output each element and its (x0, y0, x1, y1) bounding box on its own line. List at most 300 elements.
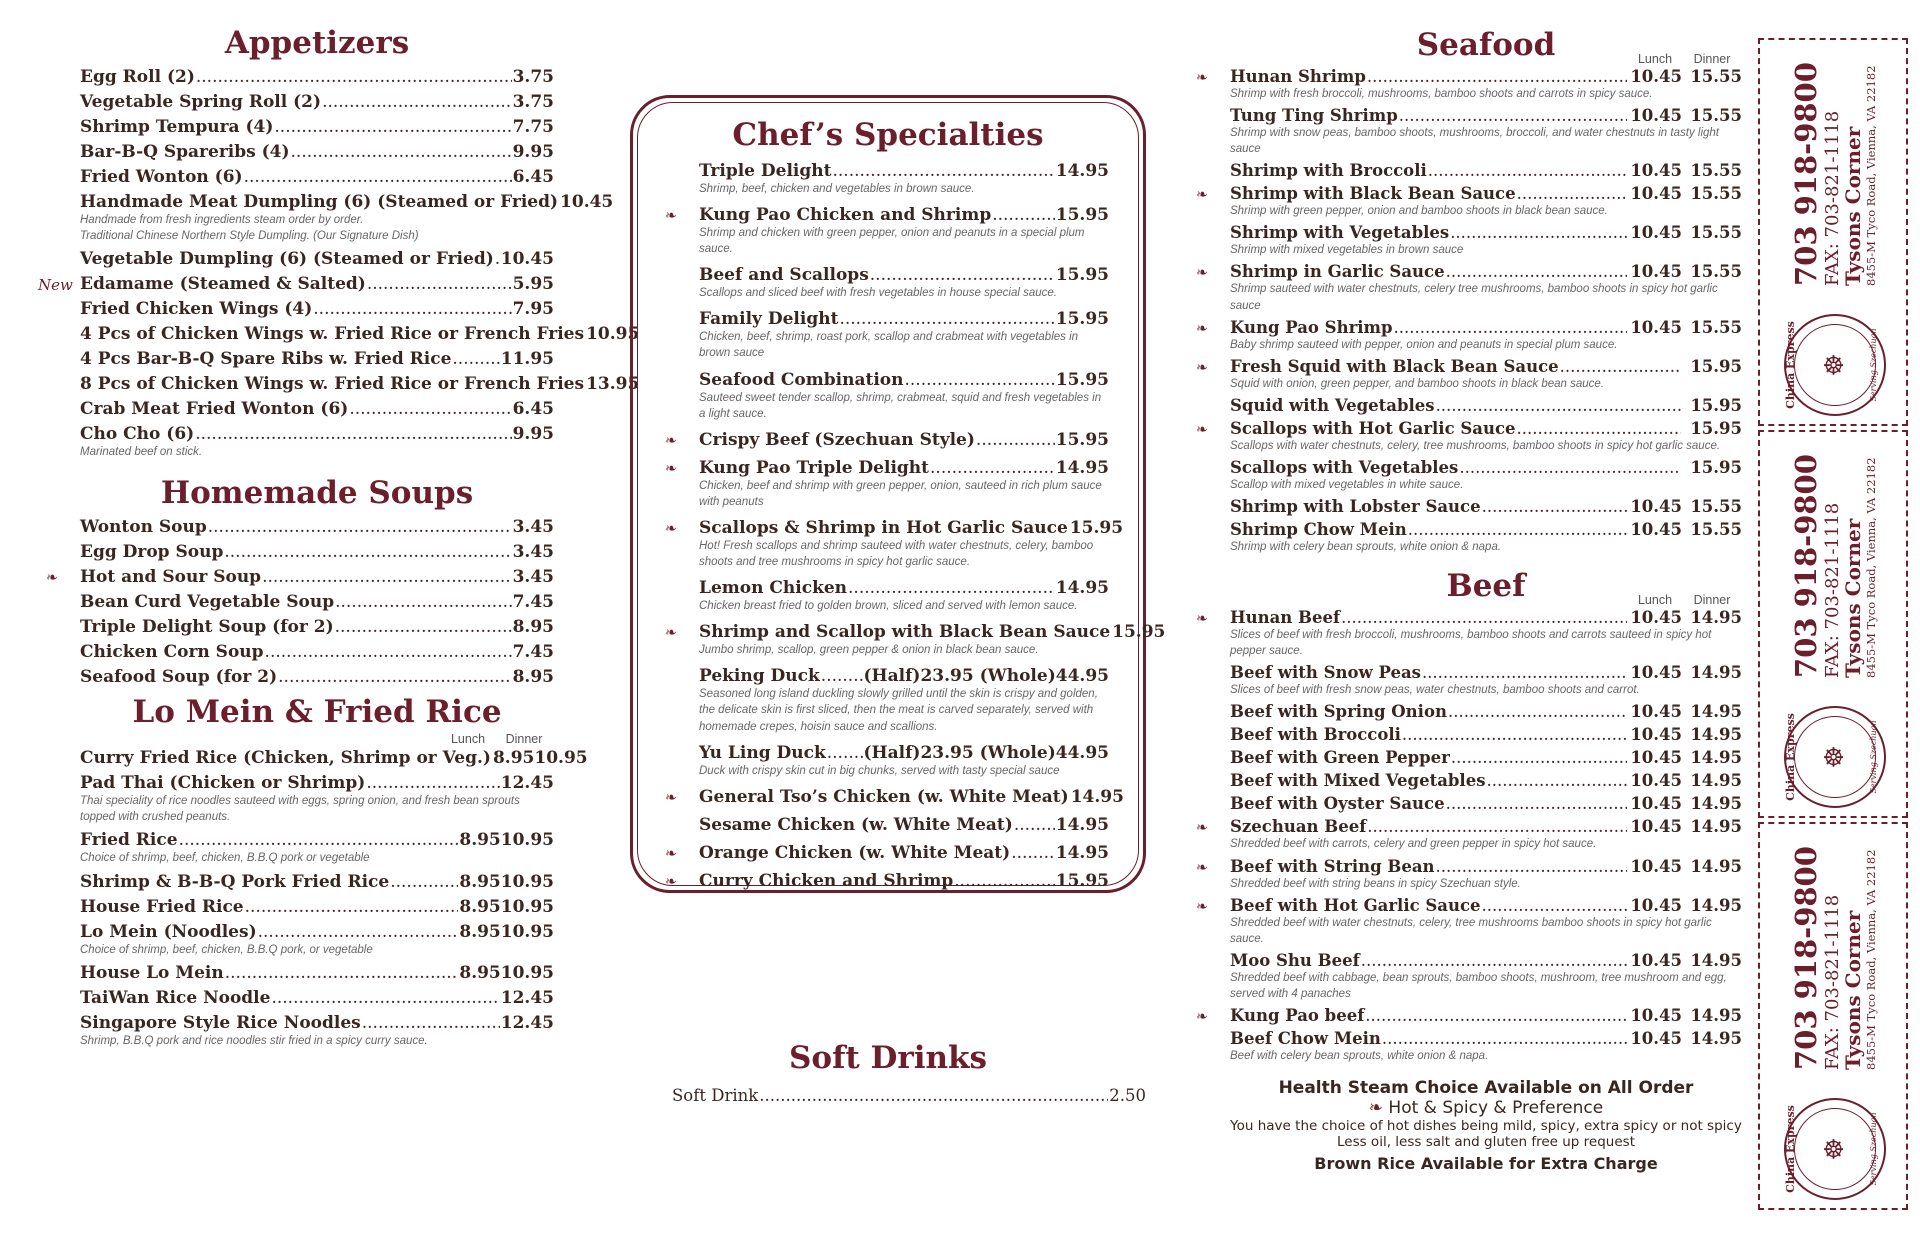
menu-item (1230, 702, 1742, 721)
note-brown-rice: Brown Rice Available for Extra Charge (1314, 1154, 1658, 1174)
item-description: Chicken breast fried to golden brown, sliced and served with lemon sauce. (699, 600, 1078, 613)
dot-leader (335, 592, 512, 612)
menu-item-row (80, 872, 554, 892)
item-description: Shrimp with snow peas, bamboo shoots, mushrooms, broccoli, and water chestnuts in tasty light sauce (1230, 127, 1719, 156)
dinner-price: 12.45 (500, 773, 554, 794)
dot-leader (1399, 106, 1627, 125)
menu-item-row (1230, 725, 1742, 744)
menu-item-row (80, 642, 554, 662)
menu-item (80, 748, 588, 769)
item-name: Lo Mein (Noodles) (80, 921, 257, 942)
coupon-content (1760, 40, 1910, 428)
item-description: Hot! Fresh scallops and shrimp sauteed with water chestnuts, celery, bamboo shoots and tree mushrooms in spicy hot garlic sauce. (699, 539, 1094, 569)
item-name: General Tso’s Chicken (w. White Meat) (699, 786, 1069, 807)
item-name: Cho Cho (6) (80, 424, 195, 445)
item-name: Edamame (Steamed & Salted) (80, 274, 366, 295)
menu-item-row (80, 324, 640, 345)
item-price: 7.95 (512, 299, 554, 320)
dinner-price: 15.55 (1690, 106, 1742, 126)
menu-item (672, 1086, 1146, 1105)
logo-tagline: Serving Szechuan (1869, 1112, 1878, 1186)
menu-item (699, 309, 1109, 361)
dinner-price: 15.55 (1690, 161, 1742, 181)
item-name: Kung Pao Shrimp (1230, 317, 1393, 337)
menu-item (80, 830, 554, 866)
dinner-price: 14.95 (1690, 1005, 1742, 1025)
menu-item-row (80, 592, 554, 612)
coupon-text (1788, 454, 1879, 678)
dinner-price: 10.95 (500, 830, 554, 851)
item-name: Curry Chicken and Shrimp (699, 870, 954, 891)
menu-item-row (699, 815, 1109, 835)
coupon-content (1760, 824, 1910, 1212)
lunch-price: 10.45 (1630, 106, 1682, 126)
soft-drinks-section (630, 1040, 1146, 1113)
menu-item (699, 743, 1109, 779)
dot-leader (905, 370, 1055, 390)
dot-leader (1361, 951, 1627, 970)
dinner-price: 15.55 (1690, 184, 1742, 204)
lunch-price: 10.45 (1630, 817, 1682, 837)
restaurant-logo (1784, 1098, 1886, 1200)
dinner-label: Dinner (1693, 593, 1731, 608)
dot-leader (1011, 843, 1055, 863)
dot-leader (495, 249, 500, 269)
menu-item (80, 963, 554, 983)
menu-item-row (1230, 748, 1742, 767)
dinner-price: 14.95 (1690, 702, 1742, 722)
menu-item-row (1230, 419, 1742, 438)
coupon-content (1760, 432, 1910, 820)
chili-pepper-icon: ❧ (1196, 359, 1208, 376)
item-price: 15.95 (1055, 309, 1109, 330)
phone-number[interactable]: 703 918-9800 (1788, 62, 1823, 286)
chili-pepper-icon: ❧ (665, 845, 677, 862)
item-price: 15.95 (1055, 265, 1109, 286)
menu-item-row (1230, 951, 1742, 970)
menu-item (1230, 1029, 1742, 1064)
menu-item (1196, 317, 1742, 353)
lunch-price: 10.45 (1630, 1028, 1682, 1048)
fax-number: FAX: 703-821-1118 (1821, 894, 1843, 1070)
dragon-icon: ☸ (1820, 1137, 1850, 1161)
logo-brand: China Express (1784, 321, 1797, 409)
dot-leader (1365, 1006, 1627, 1025)
dinner-price: 14.95 (1690, 725, 1742, 745)
lunch-price: 10.45 (1630, 702, 1682, 722)
location-name: Tysons Corner (1841, 518, 1866, 678)
lunch-label: Lunch (450, 732, 486, 747)
dot-leader (870, 265, 1055, 285)
dot-leader (992, 205, 1055, 225)
menu-item-row (699, 517, 1124, 538)
menu-item-row (80, 92, 554, 112)
menu-item-row (1230, 318, 1742, 337)
menu-item (1230, 223, 1742, 258)
item-description: Shredded beef with string beans in spicy Szechuan style. (1230, 877, 1521, 890)
dot-leader (195, 424, 511, 444)
menu-item-row (1230, 663, 1742, 682)
item-price: 15.95 (1055, 205, 1109, 226)
item-name: Moo Shu Beef (1230, 950, 1360, 970)
fax-number: FAX: 703-821-1118 (1821, 502, 1843, 678)
dot-leader (1560, 357, 1681, 376)
lunch-price: 10.45 (1630, 223, 1682, 243)
item-name: Shrimp Tempura (4) (80, 117, 274, 137)
note-spicy-text: Hot & Spicy & Preference (1388, 1098, 1604, 1119)
item-name: TaiWan Rice Noodle (80, 987, 271, 1008)
menu-item-row (1230, 357, 1742, 376)
menu-item-row (80, 773, 554, 793)
menu-item (80, 922, 554, 958)
menu-item (1230, 396, 1742, 415)
item-name: Beef with Mixed Vegetables (1230, 771, 1486, 791)
menu-item-row (1230, 857, 1742, 876)
menu-item-row (699, 205, 1109, 225)
dot-leader (1428, 161, 1627, 180)
dot-leader (278, 667, 511, 687)
menu-item-row (80, 374, 640, 395)
item-name: Beef with Hot Garlic Sauce (1230, 895, 1481, 915)
menu-item (80, 167, 554, 187)
menu-item (1196, 856, 1742, 892)
chili-pepper-icon: ❧ (1196, 320, 1208, 337)
item-name: Hunan Beef (1230, 608, 1341, 628)
item-price: 14.95 (1055, 161, 1109, 181)
dot-leader (1487, 771, 1628, 790)
chili-pepper-icon: ❧ (46, 570, 58, 587)
chili-pepper-icon: ❧ (1196, 421, 1208, 438)
menu-item-row (80, 988, 554, 1008)
restaurant-logo (1784, 314, 1886, 416)
coupon-3 (1758, 822, 1908, 1210)
item-description: Traditional Chinese Northern Style Dumpling. (Our Signature Dish) (80, 230, 419, 243)
dot-leader (1394, 318, 1627, 337)
note-choice: You have the choice of hot dishes being mild, spicy, extra spicy or not spicy (1230, 1118, 1742, 1135)
menu-item-row (80, 963, 554, 983)
menu-item (80, 773, 554, 825)
coupon-text (1788, 62, 1879, 286)
item-name: Beef with Spring Onion (1230, 702, 1447, 722)
dinner-price: 15.55 (1690, 262, 1742, 282)
dot-leader (1341, 608, 1627, 627)
dot-leader (271, 988, 499, 1008)
menu-item-row (80, 299, 554, 319)
item-name: Chicken Corn Soup (80, 642, 264, 663)
address: 8455-M Tyco Road, Vienna, VA 22182 (1864, 849, 1879, 1070)
item-name: Scallops with Hot Garlic Sauce (1230, 418, 1516, 438)
phone-number[interactable]: 703 918-9800 (1788, 846, 1823, 1070)
menu-item-row (1230, 106, 1742, 125)
chili-pepper-icon: ❧ (1196, 859, 1208, 876)
chili-pepper-icon: ❧ (1196, 820, 1208, 837)
menu-item (80, 67, 554, 87)
menu-item (46, 567, 554, 588)
note-steam: Health Steam Choice Available on All Order (1278, 1078, 1694, 1099)
item-name: Beef Chow Mein (1230, 1028, 1381, 1048)
item-price: 9.95 (512, 142, 554, 162)
lunch-price: 8.95 (459, 896, 501, 917)
dot-leader (1422, 663, 1627, 682)
menu-item-row (1230, 262, 1742, 281)
item-name: Shrimp with Vegetables (1230, 223, 1450, 243)
item-price: 3.45 (512, 517, 554, 538)
dot-leader (1448, 702, 1627, 721)
item-name: Crispy Beef (Szechuan Style) (699, 429, 975, 450)
dinner-price: 14.95 (1690, 1028, 1742, 1048)
dot-leader (1459, 458, 1681, 477)
section-title-beef: Beef (1446, 568, 1526, 605)
menu-item-row (1230, 458, 1742, 477)
menu-item (80, 988, 554, 1008)
menu-item-row (1230, 702, 1742, 721)
menu-item (80, 299, 554, 319)
menu-item (80, 1013, 554, 1049)
chili-pepper-icon: ❧ (1196, 898, 1208, 915)
lunch-price: 8.95 (459, 830, 501, 851)
lunch-price: 10.45 (1630, 1005, 1682, 1025)
coupon-text (1788, 846, 1879, 1070)
dot-leader (258, 922, 459, 942)
menu-item-row (699, 370, 1109, 390)
dot-leader (1402, 725, 1627, 744)
item-description: Chicken, beef, shrimp, roast pork, scallop and crabmeat with vegetables in brown sauce (699, 331, 1079, 360)
dot-leader (225, 963, 459, 983)
dot-leader (262, 567, 512, 587)
dot-leader (1367, 817, 1627, 836)
logo-tagline: Serving Szechuan (1869, 720, 1878, 794)
item-description: Shrimp with mixed vegetables in brown sauce (1230, 244, 1464, 257)
menu-item-row (80, 567, 554, 587)
dot-leader (1517, 419, 1681, 438)
dinner-price: 14.95 (1690, 663, 1742, 683)
menu-item-row (1230, 608, 1742, 627)
item-price: 9.95 (512, 424, 554, 445)
dinner-price: 15.55 (1690, 520, 1742, 540)
chili-pepper-icon: ❧ (1196, 1008, 1208, 1025)
menu-item (80, 374, 640, 395)
item-name: Scallops & Shrimp in Hot Garlic Sauce (699, 517, 1068, 538)
item-name: Soft Drink (672, 1086, 759, 1105)
dinner-price: 10.95 (500, 962, 554, 983)
item-price: 14.95 (1055, 842, 1109, 863)
menu-item (1230, 771, 1742, 790)
item-name: Peking Duck (699, 666, 820, 687)
item-description: Shredded beef with cabbage, bean sprouts, bamboo shoots, mushroom, tree mushroom and egg, served with 4 panaches (1230, 971, 1727, 1000)
menu-item (1230, 725, 1742, 744)
item-name: Shrimp with Lobster Sauce (1230, 497, 1481, 517)
dot-leader (1408, 520, 1627, 539)
menu-item (80, 517, 554, 537)
drinks-list (630, 1086, 1146, 1105)
lunch-price: 8.95 (459, 962, 501, 983)
dinner-price: 15.55 (1690, 223, 1742, 243)
item-description: Choice of shrimp, beef, chicken, B.B.Q pork or vegetable (80, 852, 370, 865)
menu-item (1230, 951, 1742, 1002)
item-name: Vegetable Spring Roll (2) (80, 92, 322, 112)
item-price: 3.45 (512, 542, 554, 563)
menu-item-row (699, 666, 1109, 686)
address: 8455-M Tyco Road, Vienna, VA 22182 (1864, 457, 1879, 678)
dinner-price: 15.95 (1690, 395, 1742, 415)
item-name: Shrimp in Garlic Sauce (1230, 262, 1445, 282)
item-name: Tung Ting Shrimp (1230, 106, 1398, 126)
item-name: Curry Fried Rice (Chicken, Shrimp or Veg.) (80, 748, 491, 769)
lunch-price: 10.45 (1630, 771, 1682, 791)
coupon-1 (1758, 38, 1908, 426)
lunch-price: 10.45 (1630, 184, 1682, 204)
chili-pepper-icon: ❧ (1368, 1098, 1383, 1119)
section-title-lomein: Lo Mein & Fried Rice (132, 694, 502, 731)
lunch-price: 10.45 (1630, 520, 1682, 540)
menu-item (1230, 748, 1742, 767)
item-price: 2.50 (1109, 1086, 1146, 1105)
item-price: 14.95 (1055, 578, 1109, 599)
item-price: 13.95 (586, 374, 640, 395)
item-name: Triple Delight Soup (for 2) (80, 617, 334, 638)
menu-item (699, 161, 1109, 197)
item-description: Scallop with mixed vegetables in white sauce. (1230, 478, 1464, 491)
dinner-price: 15.95 (1690, 457, 1742, 477)
phone-number[interactable]: 703 918-9800 (1788, 454, 1823, 678)
menu-item (1196, 895, 1742, 947)
item-name: Beef with Snow Peas (1230, 663, 1421, 683)
menu-item (80, 642, 554, 662)
menu-item-row (1230, 184, 1742, 203)
menu-item-row (80, 424, 554, 444)
item-description: Duck with crispy skin cut in big chunks, served with tasty special sauce (699, 764, 1060, 777)
location-name: Tysons Corner (1841, 910, 1866, 1070)
chefs-specialties-box (630, 95, 1166, 893)
dot-leader (265, 642, 512, 662)
item-name: Seafood Soup (for 2) (80, 667, 278, 688)
note-oil: Less oil, less salt and gluten free up request (1336, 1134, 1635, 1151)
item-name: Hunan Shrimp (1230, 67, 1366, 86)
item-price: 6.45 (512, 399, 554, 420)
item-description: Scallops and sliced beef with fresh vegetables in house special sauce. (699, 287, 1057, 300)
dot-leader (1451, 748, 1627, 767)
dot-leader (832, 161, 1054, 181)
new-badge: New (38, 276, 73, 295)
item-name: Shrimp with Broccoli (1230, 161, 1427, 181)
item-name: House Fried Rice (80, 896, 244, 917)
dot-leader (954, 871, 1054, 891)
chili-pepper-icon: ❧ (665, 460, 677, 477)
menu-item-row (1230, 161, 1742, 180)
item-price: 15.95 (1055, 870, 1109, 891)
menu-item-row (80, 617, 554, 637)
dinner-price: 10.95 (534, 748, 588, 769)
item-price: 15.95 (1055, 429, 1109, 450)
menu-item-row (80, 667, 554, 687)
menu-item (665, 786, 1124, 807)
dragon-icon: ☸ (1820, 353, 1850, 377)
dot-leader (291, 142, 512, 162)
menu-item (38, 274, 554, 295)
menu-item-row (1230, 520, 1742, 539)
lunch-price: 10.45 (1630, 794, 1682, 814)
item-name: Pad Thai (Chicken or Shrimp) (80, 773, 366, 794)
section-title-drinks: Soft Drinks (789, 1040, 987, 1076)
lunch-price: 10.45 (1630, 67, 1682, 86)
dinner-price: 14.95 (1690, 950, 1742, 970)
menu-item-row (1230, 67, 1742, 86)
item-name: Family Delight (699, 309, 839, 330)
item-name: House Lo Mein (80, 962, 224, 983)
menu-item-row (80, 167, 554, 187)
menu-item-row (699, 430, 1109, 450)
menu-item-row (699, 843, 1109, 863)
item-name: Shrimp Chow Mein (1230, 520, 1407, 540)
menu-item (80, 667, 554, 687)
logo-brand: China Express (1784, 1105, 1797, 1193)
item-name: Fried Rice (80, 830, 178, 851)
menu-item-row (699, 622, 1166, 643)
chili-pepper-icon: ❧ (665, 873, 677, 890)
dot-leader (1436, 396, 1681, 415)
menu-item (80, 117, 554, 137)
menu-item-row (1230, 223, 1742, 242)
item-description: Shrimp sauteed with water chestnuts, celery tree mushrooms, bamboo shoots in spicy hot garlic sauce (1230, 283, 1718, 312)
item-description: Squid with onion, green pepper, and bamboo shoots in black bean sauce. (1230, 377, 1605, 390)
item-name: Fried Wonton (6) (80, 167, 243, 187)
restaurant-logo (1784, 706, 1886, 808)
item-description: Shrimp with celery bean sprouts, white onion & napa. (1230, 541, 1502, 554)
menu-item (699, 666, 1109, 734)
seafood-list (1196, 67, 1742, 555)
menu-item-row (699, 871, 1109, 891)
lunch-price: 10.45 (1630, 725, 1682, 745)
section-title-appetizers: Appetizers (224, 25, 410, 61)
menu-item (665, 205, 1109, 257)
menu-item-row (699, 309, 1109, 329)
dot-leader (367, 274, 512, 294)
item-name: Orange Chicken (w. White Meat) (699, 842, 1011, 863)
item-name: Squid with Vegetables (1230, 395, 1435, 415)
note-spicy (1230, 1098, 1742, 1118)
menu-item (665, 622, 1166, 658)
dot-leader (1367, 67, 1627, 86)
menu-item (1230, 663, 1742, 698)
item-name: 4 Pcs Bar-B-Q Spare Ribs w. Fried Rice (80, 349, 452, 370)
menu-item (1230, 520, 1742, 555)
menu-item-row (1230, 1029, 1742, 1048)
dot-leader (1450, 223, 1627, 242)
dinner-price: 14.95 (1690, 771, 1742, 791)
menu-item-row (80, 830, 554, 850)
item-price: 10.95 (586, 324, 640, 345)
menu-item (80, 424, 554, 460)
menu-item (1230, 497, 1742, 516)
menu-item (80, 617, 554, 637)
dot-leader (930, 458, 1055, 478)
dinner-price: 15.55 (1690, 497, 1742, 517)
item-name: Szechuan Beef (1230, 817, 1367, 837)
item-name: Fresh Squid with Black Bean Sauce (1230, 356, 1559, 376)
dinner-price: 14.95 (1690, 856, 1742, 876)
lunch-price: 10.45 (1630, 748, 1682, 768)
lunch-price: 10.45 (1630, 856, 1682, 876)
dinner-price: 12.45 (500, 1012, 554, 1033)
menu-item (665, 870, 1109, 891)
menu-item-row (1230, 794, 1742, 813)
chili-pepper-icon: ❧ (1196, 187, 1208, 204)
menu-item (80, 192, 614, 244)
dot-leader (179, 830, 459, 850)
lunch-price: 8.95 (492, 748, 535, 769)
location-name: Tysons Corner (1841, 126, 1866, 286)
logo-tagline: Serving Szechuan (1869, 328, 1878, 402)
